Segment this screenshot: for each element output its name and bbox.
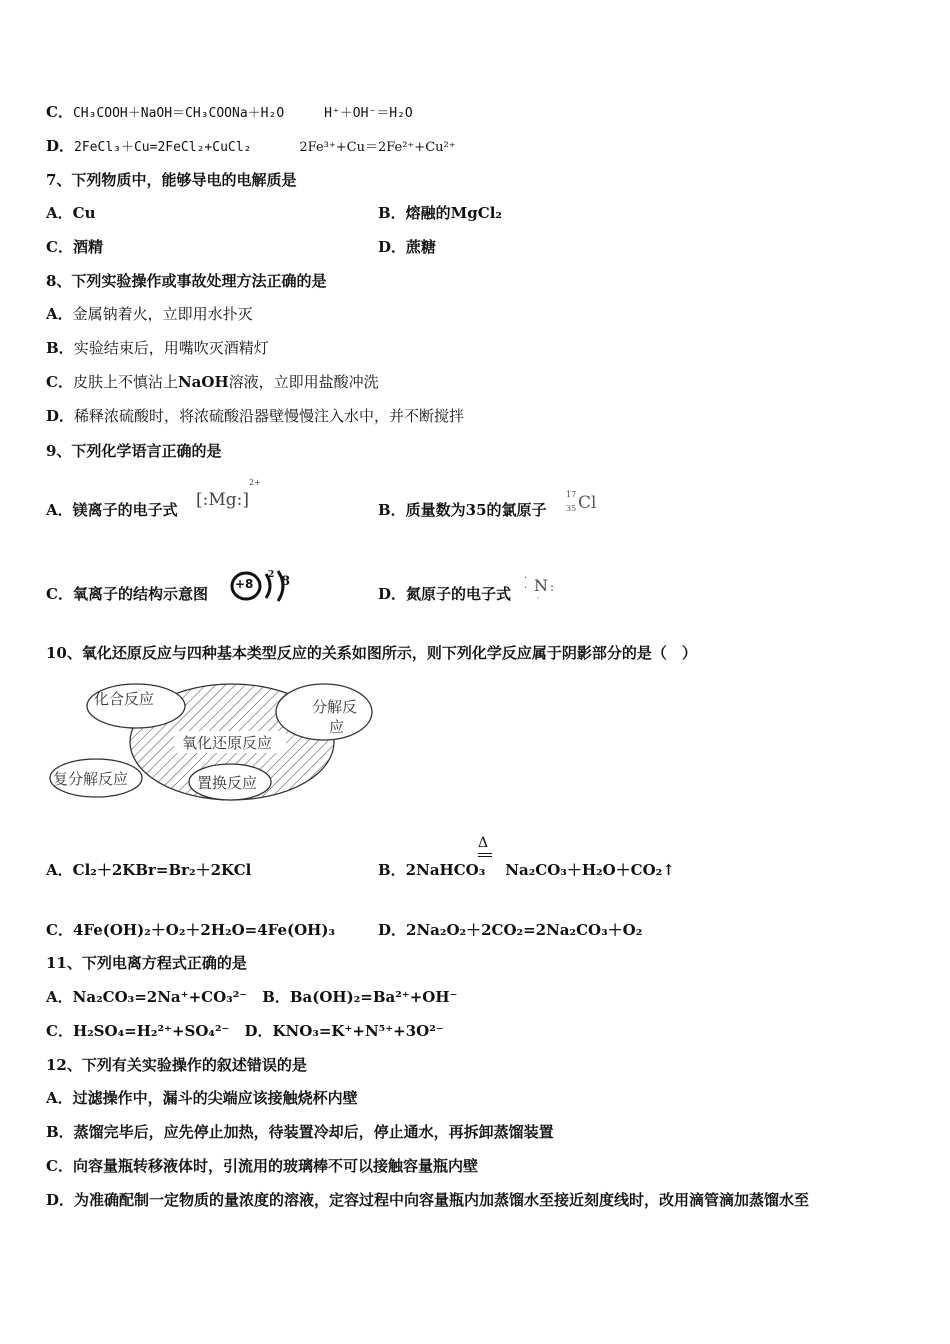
q6-d-molecular-equation: 2FeCl₃＋Cu=2FeCl₂+CuCl₂ [74,140,252,155]
q11-options-cd: C．H₂SO₄=H₂²⁺+SO₄²⁻ D．KNO₃=K⁺+N⁵⁺+3O²⁻ [46,1022,444,1040]
option-label: D． [46,137,75,155]
q6-option-c [46,102,413,124]
cl-symbol: Cl [578,493,597,513]
q8-option-d [46,406,464,426]
q8-option-b [46,338,269,358]
double-decomposition-label: 复分解反应 [53,770,129,788]
q7-option-c: C．酒精 [46,238,103,256]
decomposition-reaction-label-2: 应 [329,718,345,736]
option-label: B． [46,339,74,357]
redox-reaction-label: 氧化还原反应 [182,734,273,752]
naoh-formula: NaOH [177,373,229,391]
q12-option-c: C．向容量瓶转移液体时，引流用的玻璃棒不可以接触容量瓶内壁 [46,1157,478,1175]
option-text: 稀释浓硫酸时，将浓硫酸沿器壁慢慢注入水中，并不断搅拌 [74,407,465,425]
mg-formula-text: [:Mg:] [196,490,250,510]
q7-stem: 7、下列物质中，能够导电的电解质是 [46,171,297,189]
mg-charge: 2+ [249,478,261,487]
q10-stem: 10、氧化还原反应与四种基本类型反应的关系如图所示，则下列化学反应属于阴影部分的是（ ） [46,644,697,662]
q12-option-a: A．过滤操作中，漏斗的尖端应该接触烧杯内壁 [46,1089,358,1107]
q8-stem: 8、下列实验操作或事故处理方法正确的是 [46,272,327,290]
combination-reaction-label: 化合反应 [94,690,155,708]
oxygen-ion-structure-diagram [228,568,298,608]
q10-option-a: A．Cl₂＋2KBr=Br₂＋2KCl [46,861,252,879]
q12-option-d: D．为准确配制一定物质的量浓度的溶液，定容过程中向容量瓶内加蒸馏水至接近刻度线时，改用滴管滴加蒸馏水至 [46,1191,810,1209]
equal-line-1 [478,853,492,854]
cl-atomic-number: 35 [566,504,577,513]
n-dots-left: · · [524,573,528,594]
n-symbol: N [534,576,548,595]
q11-options-ab: A．Na₂CO₃=2Na⁺+CO₃²⁻ B．Ba(OH)₂=Ba²⁺+OH⁻ [46,988,458,1006]
q7-option-b: B．熔融的MgCl₂ [378,204,502,222]
q10-option-c: C．4Fe(OH)₂＋O₂＋2H₂O=4Fe(OH)₃ [46,921,336,939]
q12-option-b: B．蒸馏完毕后，应先停止加热，待装置冷却后，停止通水，再拆卸蒸馏装置 [46,1123,554,1141]
q6-c-molecular-equation: CH₃COOH＋NaOH＝CH₃COONa＋H₂O [72,106,285,121]
q12-stem: 12、下列有关实验操作的叙述错误的是 [46,1056,307,1074]
option-label: A． [46,305,73,323]
q9-stem: 9、下列化学语言正确的是 [46,442,222,460]
q8-option-a [46,304,253,324]
decomposition-reaction-label: 分解反 [312,698,358,716]
option-label: C． [46,103,73,121]
option-label: D． [46,407,75,425]
nitrogen-electron-formula [524,570,564,606]
q10-option-b [378,860,675,880]
equal-line-2 [478,856,492,857]
q8-option-c [46,372,379,392]
option-label: C． [46,373,73,391]
option-text: 溶液，立即用盐酸冲洗 [228,373,379,391]
n-dot-bottom: · [537,594,540,603]
heat-symbol: Δ [478,835,489,851]
option-text: 实验结束后，用嘴吹灭酒精灯 [73,339,269,357]
q9-option-b: B．质量数为35的氯原子 [378,501,547,519]
cl-mass-number: 17 [566,490,577,499]
q11-stem: 11、下列电离方程式正确的是 [46,954,247,972]
reactant: B．2NaHCO₃ [378,861,486,879]
q6-c-ionic-equation: H⁺＋OH⁻＝H₂O [324,106,413,121]
mg-ion-electron-formula [192,480,262,526]
option-text: 皮肤上不慎沾上 [72,373,178,391]
q7-option-d: D．蔗糖 [378,238,437,256]
reaction-relation-venn-diagram [44,678,374,808]
nucleus-charge: +8 [235,577,254,591]
q9-option-d: D．氮原子的电子式 [378,585,512,603]
displacement-reaction-label: 置换反应 [197,774,258,792]
q9-option-a: A．镁离子的电子式 [46,501,178,519]
n-dots-right: : [550,580,555,594]
products: Na₂CO₃＋H₂O＋CO₂↑ [505,861,675,879]
q6-option-d [46,136,456,158]
q9-option-c: C．氧离子的结构示意图 [46,585,208,603]
q6-d-ionic-equation: 2Fe³⁺+Cu＝2Fe²⁺+Cu²⁺ [299,140,456,155]
option-text: 金属钠着火，立即用水扑灭 [72,305,253,323]
shell-2-electrons: 8 [281,574,291,589]
q7-option-a: A．Cu [46,204,96,222]
shell-1-electrons: 2 [268,570,275,580]
cl-nuclide-symbol [564,490,604,530]
q10-option-d: D．2Na₂O₂＋2CO₂=2Na₂CO₃＋O₂ [378,921,643,939]
